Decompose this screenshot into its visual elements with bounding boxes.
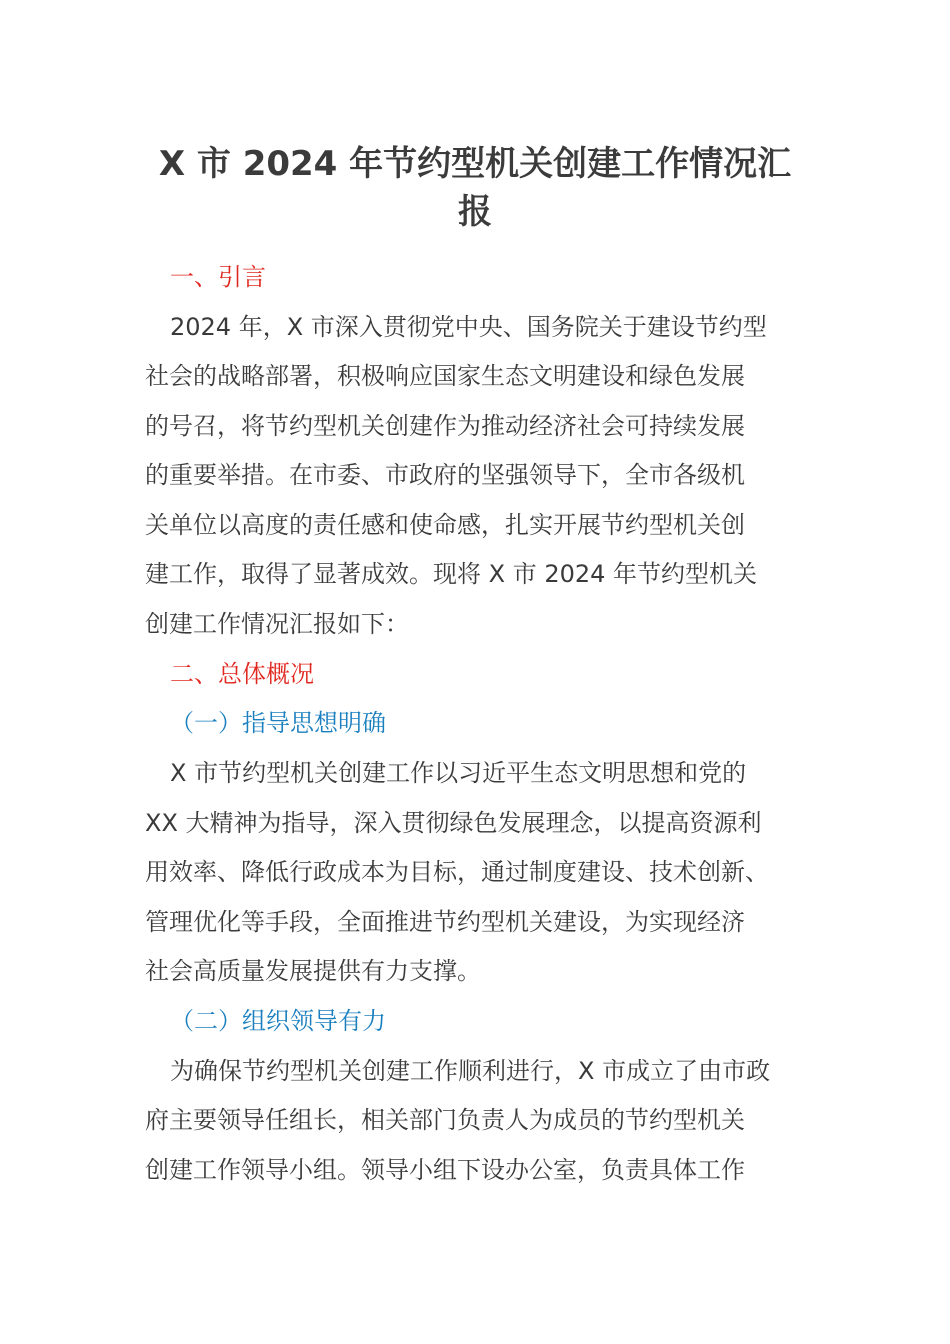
guiding-paragraph-line: 用效率、降低行政成本为目标，通过制度建设、技术创新、 [145, 858, 769, 886]
guiding-paragraph-line: XX 大精神为指导，深入贯彻绿色发展理念，以提高资源利 [145, 809, 762, 837]
intro-paragraph-line: 2024 年，X 市深入贯彻党中央、国务院关于建设节约型 [170, 313, 767, 341]
guiding-paragraph-line: X 市节约型机关创建工作以习近平生态文明思想和党的 [170, 759, 747, 787]
subsection-heading-leadership: （二）组织领导有力 [170, 1007, 386, 1035]
section-heading-overview: 二、总体概况 [170, 660, 314, 688]
section-heading-introduction: 一、引言 [170, 263, 266, 291]
guiding-paragraph-line: 社会高质量发展提供有力支撑。 [145, 957, 481, 985]
title-line-1: X 市 2024 年节约型机关创建工作情况汇 [158, 144, 792, 184]
intro-paragraph-line: 关单位以高度的责任感和使命感，扎实开展节约型机关创 [145, 511, 745, 539]
intro-paragraph-line: 社会的战略部署，积极响应国家生态文明建设和绿色发展 [145, 362, 745, 390]
leadership-paragraph-line: 府主要领导任组长，相关部门负责人为成员的节约型机关 [145, 1106, 745, 1134]
title-line-2: 报 [458, 192, 492, 232]
document-title [140, 140, 810, 236]
intro-paragraph-line: 创建工作情况汇报如下： [145, 610, 409, 638]
intro-paragraph-line: 的号召，将节约型机关创建作为推动经济社会可持续发展 [145, 412, 745, 440]
intro-paragraph-line: 建工作，取得了显著成效。现将 X 市 2024 年节约型机关 [145, 560, 758, 588]
guiding-paragraph-line: 管理优化等手段，全面推进节约型机关建设，为实现经济 [145, 908, 745, 936]
intro-paragraph-line: 的重要举措。在市委、市政府的坚强领导下，全市各级机 [145, 461, 745, 489]
leadership-paragraph-line: 创建工作领导小组。领导小组下设办公室，负责具体工作 [145, 1156, 745, 1184]
subsection-heading-guiding-ideology: （一）指导思想明确 [170, 709, 386, 737]
leadership-paragraph-line: 为确保节约型机关创建工作顺利进行，X 市成立了由市政 [170, 1057, 771, 1085]
